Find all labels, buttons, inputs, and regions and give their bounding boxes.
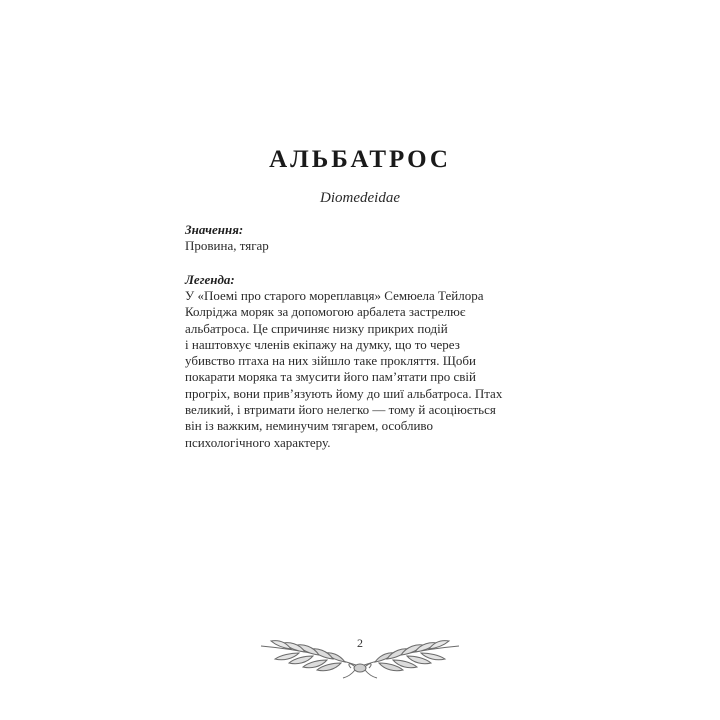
meaning-label: Значення:	[185, 222, 244, 237]
page-number: 2	[357, 636, 363, 650]
legend-line: психологічного характеру.	[185, 434, 331, 450]
meaning-section	[185, 222, 525, 254]
legend-line: і наштовхує членів екіпажу на думку, що то через	[185, 336, 460, 352]
legend-label: Легенда:	[185, 272, 235, 287]
entry-title: АЛЬБАТРОС	[269, 146, 451, 173]
meaning-text: Провина, тягар	[185, 238, 269, 253]
legend-text	[185, 288, 525, 451]
legend-line: У «Поемі про старого мореплавця» Семюела Тейлора	[185, 288, 484, 303]
legend-line: покарати моряка та змусити його пам’ятати про свій	[185, 369, 476, 385]
legend-section	[185, 272, 525, 451]
legend-line: убивство птаха на них зійшло таке прокляття. Щоби	[185, 353, 476, 369]
latin-name: Diomedeidae	[320, 190, 400, 206]
legend-line: альбатроса. Це спричиняє низку прикрих подій	[185, 320, 448, 336]
legend-line: Колріджа моряк за допомогою арбалета застрелює	[185, 304, 466, 320]
legend-line: великий, і втримати його нелегко — тому й асоціюється	[185, 402, 496, 418]
legend-line: прогріх, вони прив’язують йому до шиї альбатроса. Птах	[185, 385, 503, 401]
legend-line: він із важким, неминучим тягарем, особливо	[185, 418, 433, 434]
